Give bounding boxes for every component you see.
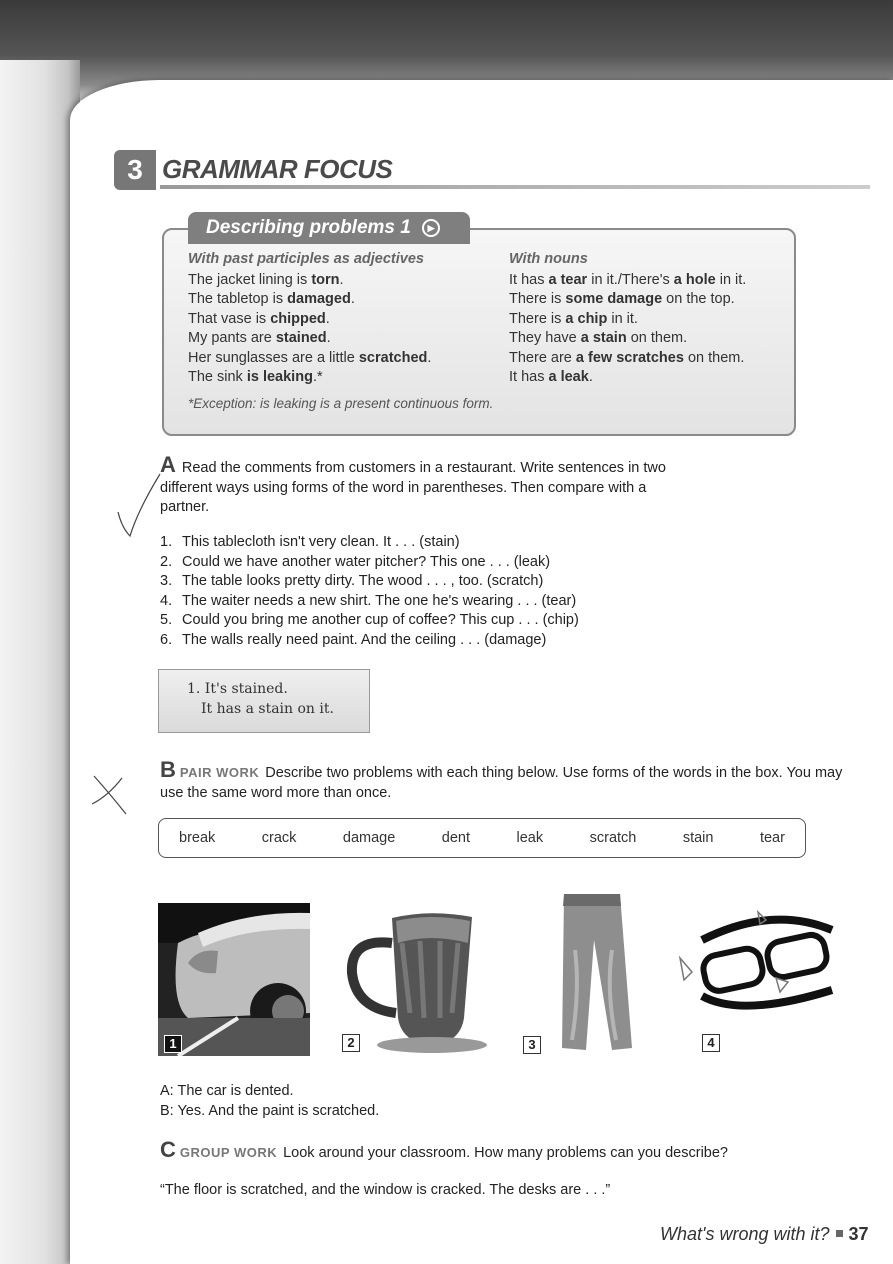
- grammar-example-row: [509, 349, 794, 369]
- word-box-item: tear: [759, 830, 785, 846]
- word-box-item: dent: [441, 830, 471, 846]
- text-segment: on the top.: [662, 291, 735, 307]
- part-b-text: Describe two problems with each thing below. Use forms of the words in the box. You may use the same word more than once.: [160, 765, 843, 801]
- example-answer-box: [158, 669, 370, 733]
- bold-term: some damage: [565, 291, 663, 307]
- word-box-item: crack: [261, 830, 297, 846]
- part-b-letter: B: [160, 757, 176, 782]
- item-number: 2.: [160, 553, 173, 570]
- photo-number: 4: [702, 1034, 720, 1052]
- text-segment: Her sunglasses are a little: [188, 349, 359, 366]
- text-segment: .: [326, 330, 331, 346]
- grammar-example-row: [188, 310, 498, 330]
- part-a-list: [160, 533, 579, 651]
- item-text: Could you bring me another cup of coffee? This cup . . . (chip): [182, 612, 579, 629]
- text-segment: The tabletop is: [188, 291, 288, 307]
- play-icon[interactable]: ▶: [422, 219, 440, 237]
- photo-jeans: [520, 890, 670, 1058]
- grammar-example-row: [188, 290, 498, 310]
- photo-number: 1: [164, 1035, 182, 1053]
- grammar-example-row: [188, 349, 498, 369]
- grammar-example-row: [188, 329, 498, 349]
- bold-term: a leak: [548, 369, 589, 385]
- dialog-line-a: A: The car is dented.: [160, 1083, 294, 1099]
- photo-car: [158, 903, 310, 1056]
- text-segment: on them.: [683, 349, 745, 366]
- text-segment: They have: [509, 330, 581, 346]
- part-c-instructions: [160, 1137, 850, 1164]
- footer-separator: [836, 1230, 843, 1237]
- text-segment: in it.: [607, 310, 638, 327]
- item-text: The waiter needs a new shirt. The one he's wearing . . . (tear): [182, 592, 577, 609]
- text-segment: The jacket lining is: [188, 271, 312, 288]
- photo-number: 2: [342, 1034, 360, 1052]
- grammar-note: *Exception: is leaking is a present continuous form.: [188, 396, 494, 411]
- example-answer-line: 1. It's stained.: [187, 681, 288, 697]
- grammar-example-row: [509, 290, 794, 310]
- part-c-letter: C: [160, 1137, 176, 1162]
- jeans-image: [520, 890, 670, 1058]
- item-text: The walls really need paint. And the ceiling . . . (damage): [182, 631, 547, 648]
- part-b-instructions: [160, 757, 850, 803]
- car-image: [158, 903, 310, 1056]
- bold-term: damaged: [287, 291, 351, 307]
- photo-number: 3: [523, 1036, 541, 1054]
- text-segment: .: [427, 349, 432, 366]
- text-segment: There are: [509, 349, 576, 366]
- bold-term: torn: [311, 271, 340, 288]
- text-segment: in it./There's: [587, 271, 674, 288]
- bold-term: a few scratches: [575, 349, 684, 366]
- photo-pitcher: [340, 903, 500, 1056]
- photo-glasses: [672, 900, 842, 1058]
- grammar-example-row: [188, 271, 498, 291]
- pencil-cross-mark: [88, 770, 132, 818]
- bold-term: chipped: [270, 310, 326, 327]
- example-dialog: [160, 1082, 379, 1121]
- grammar-example-row: [509, 271, 794, 291]
- word-box-item: break: [179, 830, 216, 846]
- text-segment: .*: [312, 369, 323, 385]
- bold-term: stained: [275, 330, 327, 346]
- exercise-item: [160, 533, 579, 553]
- pair-work-label: PAIR WORK: [179, 765, 260, 780]
- grammar-example-row: [188, 368, 498, 388]
- text-segment: on them.: [626, 330, 688, 346]
- text-segment: The sink: [188, 369, 247, 385]
- exercise-item: [160, 631, 579, 651]
- text-segment: It has: [509, 369, 549, 385]
- page-number: 37: [848, 1224, 869, 1244]
- grammar-column-heading: With past participles as adjectives: [188, 251, 424, 267]
- dialog-line-b: B: Yes. And the paint is scratched.: [160, 1102, 380, 1119]
- text-segment: There is: [509, 310, 566, 327]
- exercise-item: [160, 572, 579, 592]
- text-segment: .: [350, 291, 355, 307]
- text-segment: in it.: [715, 271, 747, 288]
- bold-term: scratched: [358, 349, 428, 366]
- part-c-text: Look around your classroom. How many problems can you describe?: [283, 1145, 728, 1161]
- title-rule: [160, 185, 870, 189]
- grammar-example-row: [509, 310, 794, 330]
- item-text: Could we have another water pitcher? This one . . . (leak): [182, 553, 551, 570]
- bold-term: is leaking: [246, 369, 313, 385]
- item-number: 3.: [160, 573, 173, 590]
- text-segment: .: [325, 310, 330, 327]
- scan-shadow-left: [0, 60, 80, 1264]
- section-number: 3: [114, 150, 156, 190]
- part-c-quote: “The floor is scratched, and the window is cracked. The desks are . . .”: [160, 1182, 611, 1198]
- group-work-label: GROUP WORK: [179, 1145, 278, 1160]
- bold-term: a chip: [565, 310, 608, 327]
- text-segment: There is: [509, 291, 566, 307]
- part-a-instructions: [160, 452, 680, 518]
- text-segment: It has: [509, 271, 549, 288]
- word-box-item: scratch: [589, 830, 637, 846]
- text-segment: That vase is: [188, 310, 271, 327]
- grammar-example-row: [509, 329, 794, 349]
- bold-term: a tear: [548, 271, 588, 288]
- grammar-box-tab: [188, 212, 470, 244]
- item-number: 4.: [160, 592, 173, 609]
- word-box-item: leak: [516, 830, 544, 846]
- part-a-text: Read the comments from customers in a restaurant. Write sentences in two different ways using forms of the word in parentheses. Then compare with a partner.: [160, 460, 666, 515]
- example-answer-line: It has a stain on it.: [201, 701, 334, 717]
- part-a-letter: A: [160, 452, 176, 477]
- chapter-title: What's wrong with it?: [660, 1224, 830, 1244]
- grammar-box-title: Describing problems 1: [206, 217, 411, 238]
- page-footer: [660, 1224, 869, 1245]
- grammar-column-participles: [188, 250, 498, 388]
- section-title: GRAMMAR FOCUS: [162, 154, 393, 184]
- text-segment: My pants are: [188, 330, 276, 346]
- item-number: 6.: [160, 631, 173, 648]
- grammar-column-heading: With nouns: [509, 251, 588, 267]
- exercise-item: [160, 592, 579, 612]
- text-segment: .: [588, 369, 593, 385]
- pencil-checkmark: [112, 470, 162, 540]
- broken-glasses-image: [672, 900, 842, 1058]
- exercise-item: [160, 553, 579, 573]
- exercise-item: [160, 611, 579, 631]
- bold-term: a stain: [580, 330, 627, 346]
- item-text: The table looks pretty dirty. The wood . . . , too. (scratch): [182, 573, 544, 590]
- word-box: [158, 818, 806, 858]
- word-box-item: damage: [342, 830, 396, 846]
- text-segment: .: [339, 271, 344, 288]
- bold-term: a hole: [673, 271, 716, 288]
- grammar-example-row: [509, 368, 794, 388]
- pitcher-image: [340, 903, 500, 1056]
- item-number: 1.: [160, 534, 173, 550]
- word-box-item: stain: [682, 830, 714, 846]
- grammar-column-nouns: [509, 250, 794, 388]
- item-number: 5.: [160, 612, 173, 629]
- item-text: This tablecloth isn't very clean. It . . . (stain): [182, 534, 460, 550]
